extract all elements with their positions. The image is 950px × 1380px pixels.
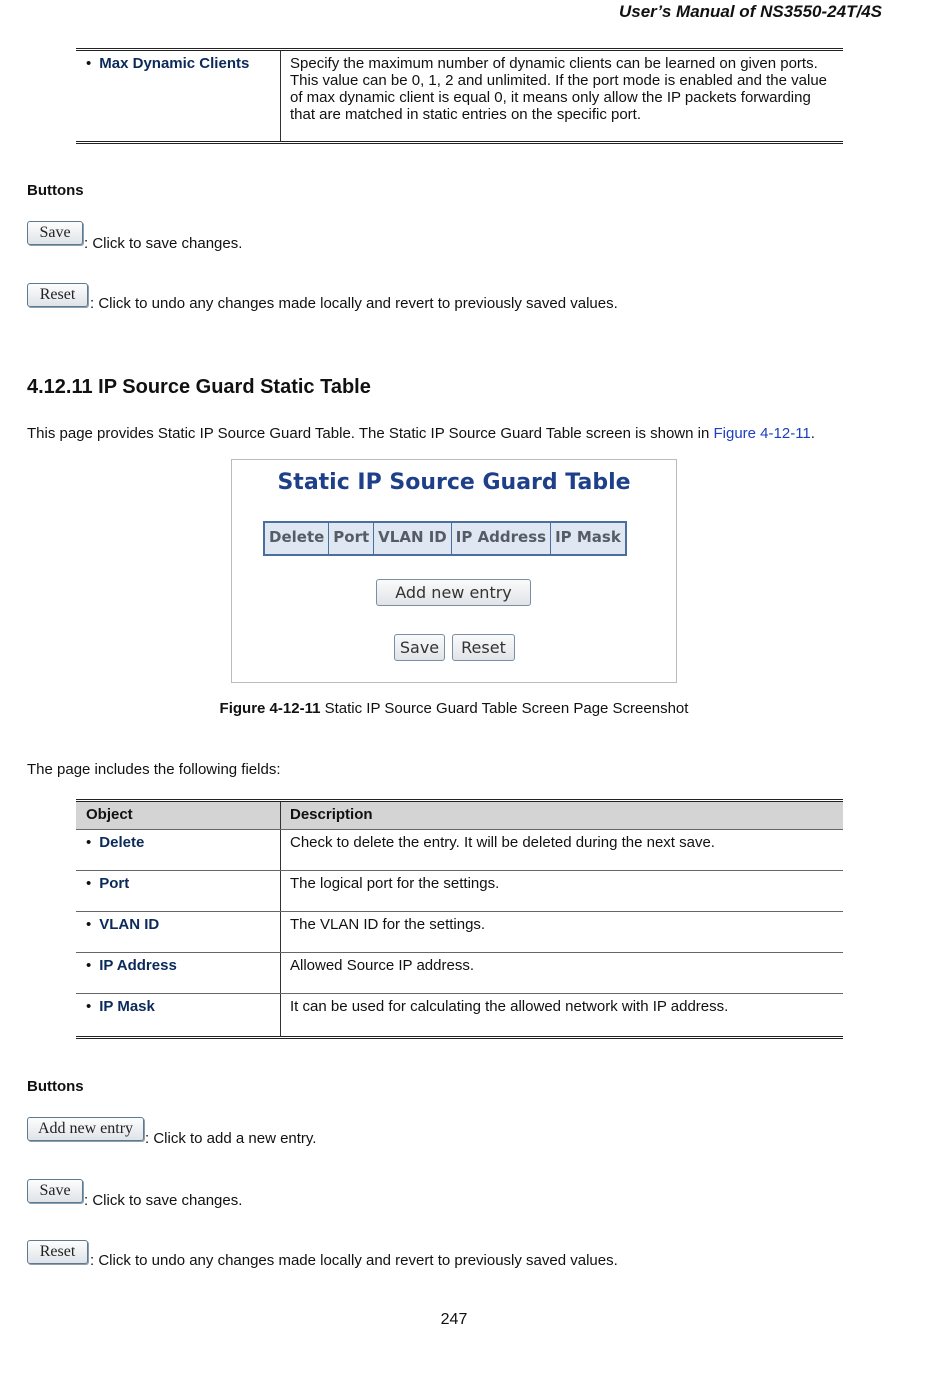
reset-button-caption: : Click to undo any changes made locally and revert to previously saved values. — [90, 295, 618, 312]
object-label: IP Address — [99, 957, 177, 974]
table-header-row — [76, 802, 843, 830]
table-row — [76, 871, 843, 912]
object-label: IP Mask — [99, 998, 155, 1015]
description-cell: The logical port for the settings. — [290, 875, 500, 892]
save-button-image: Save — [27, 1179, 83, 1203]
description-cell: Allowed Source IP address. — [290, 957, 474, 974]
header-object: Object — [76, 802, 281, 829]
caption-label: Figure 4-12-11 — [219, 700, 321, 717]
reset-button-caption: : Click to undo any changes made locally and revert to previously saved values. — [90, 1252, 618, 1269]
figure-link[interactable]: Figure 4-12-11 — [713, 425, 811, 442]
save-button[interactable]: Save — [394, 634, 445, 661]
description-cell: Specify the maximum number of dynamic clients can be learned on given ports. This value can be 0, 1, 2 and unlimited. If the port mode is enabled and the value of max dynamic client is equal 0, it means only allow the IP packets forwarding that are matched in static entries on the specific port. — [290, 55, 828, 123]
reset-button-image: Reset — [27, 1240, 88, 1264]
column-port: Port — [329, 523, 374, 554]
table-row — [76, 953, 843, 994]
table-row — [76, 830, 843, 871]
fields-table — [76, 799, 843, 1039]
table-row — [76, 994, 843, 1036]
object-label: Max Dynamic Clients — [99, 55, 250, 72]
object-label: VLAN ID — [99, 916, 160, 933]
object-cell: • IP Address — [76, 953, 281, 993]
object-cell: • IP Mask — [76, 994, 281, 1036]
section-heading: 4.12.11 IP Source Guard Static Table — [27, 376, 371, 398]
manual-header-title: User’s Manual of NS3550-24T/4S — [619, 2, 882, 21]
reset-button[interactable]: Reset — [452, 634, 515, 661]
reset-button-image: Reset — [27, 283, 88, 307]
table-row — [76, 912, 843, 953]
column-vlan-id: VLAN ID — [374, 523, 452, 554]
column-delete: Delete — [265, 523, 329, 554]
table-row — [76, 51, 843, 141]
object-cell: • VLAN ID — [76, 912, 281, 952]
figure-screenshot — [231, 459, 677, 683]
object-cell: • Delete — [76, 830, 281, 870]
object-cell: • Max Dynamic Clients — [76, 51, 281, 141]
header-description: Description — [290, 806, 373, 823]
buttons-heading: Buttons — [27, 1078, 84, 1095]
object-label: Port — [99, 875, 130, 892]
intro-text: This page provides Static IP Source Guard Table. The Static IP Source Guard Table screen is shown in — [27, 425, 714, 442]
page-number: 247 — [440, 1311, 468, 1328]
figure-table-header — [263, 521, 627, 556]
save-button-caption: : Click to save changes. — [84, 235, 243, 252]
save-button-image: Save — [27, 221, 83, 245]
add-new-entry-button-image: Add new entry — [27, 1117, 144, 1141]
save-button-caption: : Click to save changes. — [84, 1192, 243, 1209]
fields-intro: The page includes the following fields: — [27, 761, 281, 778]
column-ip-mask: IP Mask — [555, 528, 621, 546]
description-cell: The VLAN ID for the settings. — [290, 916, 486, 933]
intro-end: . — [810, 425, 815, 442]
figure-caption — [0, 700, 908, 717]
description-cell: Check to delete the entry. It will be deleted during the next save. — [290, 834, 715, 851]
description-cell: It can be used for calculating the allowed network with IP address. — [290, 998, 729, 1015]
section-intro — [27, 425, 815, 442]
add-new-entry-button[interactable]: Add new entry — [376, 579, 531, 606]
column-ip-address: IP Address — [452, 523, 551, 554]
object-cell: • Port — [76, 871, 281, 911]
figure-title: Static IP Source Guard Table — [277, 470, 631, 495]
add-new-entry-caption: : Click to add a new entry. — [145, 1130, 317, 1147]
buttons-heading: Buttons — [27, 182, 84, 199]
max-clients-table — [76, 48, 843, 144]
object-label: Delete — [99, 834, 145, 851]
caption-text: Static IP Source Guard Table Screen Page Screenshot — [320, 700, 689, 717]
